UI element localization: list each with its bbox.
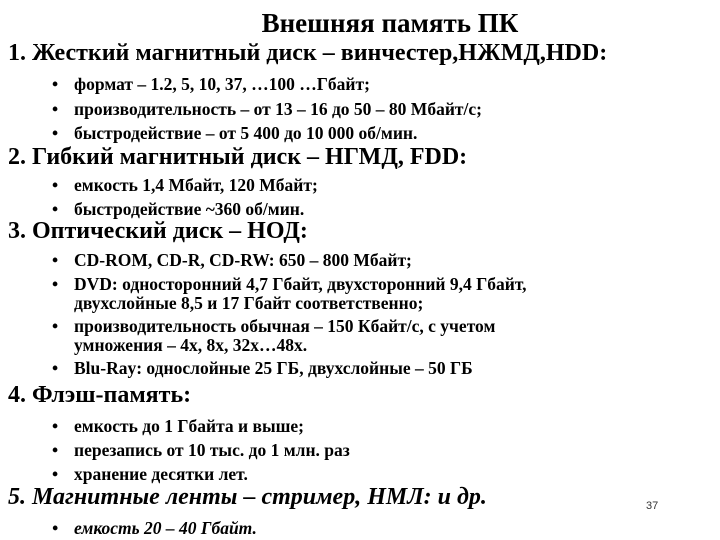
list-item: • формат – 1.2, 5, 10, 37, …100 …Гбайт;: [52, 74, 370, 94]
bullet-icon: •: [52, 99, 59, 119]
list-item: • перезапись от 10 тыс. до 1 млн. раз: [52, 440, 350, 460]
bullet-icon: •: [52, 358, 59, 378]
section-heading-fdd: 2. Гибкий магнитный диск – НГМД, FDD:: [8, 144, 468, 170]
section-heading-tape: 5. Магнитные ленты – стример, НМЛ: и др.: [8, 484, 487, 510]
list-item: • Blu-Ray: однослойные 25 ГБ, двухслойные – 50 ГБ: [52, 358, 473, 378]
section-heading-flash: 4. Флэш-память:: [8, 382, 192, 408]
bullet-icon: •: [52, 316, 59, 336]
list-item: • DVD: односторонний 4,7 Гбайт, двухсторонний 9,4 Гбайт,: [52, 274, 527, 294]
list-item-continuation: двухслойные 8,5 и 17 Гбайт соответственно;: [74, 293, 424, 313]
list-item: • быстродействие – от 5 400 до 10 000 об/мин.: [52, 123, 418, 143]
list-item: • хранение десятки лет.: [52, 464, 248, 484]
list-item: • CD-ROM, CD-R, CD-RW: 650 – 800 Мбайт;: [52, 250, 412, 270]
list-item: • емкость 20 – 40 Гбайт.: [52, 518, 257, 538]
bullet-icon: •: [52, 274, 59, 294]
list-item: • емкость 1,4 Мбайт, 120 Мбайт;: [52, 175, 318, 195]
bullet-icon: •: [52, 74, 59, 94]
page-number: 37: [646, 500, 659, 512]
list-item: • емкость до 1 Гбайта и выше;: [52, 416, 304, 436]
list-item: • производительность обычная – 150 Кбайт/с, с учетом: [52, 316, 496, 336]
bullet-icon: •: [52, 250, 59, 270]
section-heading-hdd: 1. Жесткий магнитный диск – винчестер,НЖМД,HDD:: [8, 40, 608, 66]
bullet-icon: •: [52, 416, 59, 436]
page-title: Внешняя память ПК: [261, 8, 519, 38]
bullet-icon: •: [52, 123, 59, 143]
bullet-icon: •: [52, 464, 59, 484]
bullet-icon: •: [52, 175, 59, 195]
section-heading-optical: 3. Оптический диск – НОД:: [8, 218, 308, 244]
list-item-continuation: умножения – 4х, 8х, 32х…48х.: [74, 335, 308, 355]
bullet-icon: •: [52, 440, 59, 460]
list-item: • производительность – от 13 – 16 до 50 – 80 Мбайт/с;: [52, 99, 482, 119]
list-item: • быстродействие ~360 об/мин.: [52, 199, 305, 219]
bullet-icon: •: [52, 199, 59, 219]
bullet-icon: •: [52, 518, 59, 538]
